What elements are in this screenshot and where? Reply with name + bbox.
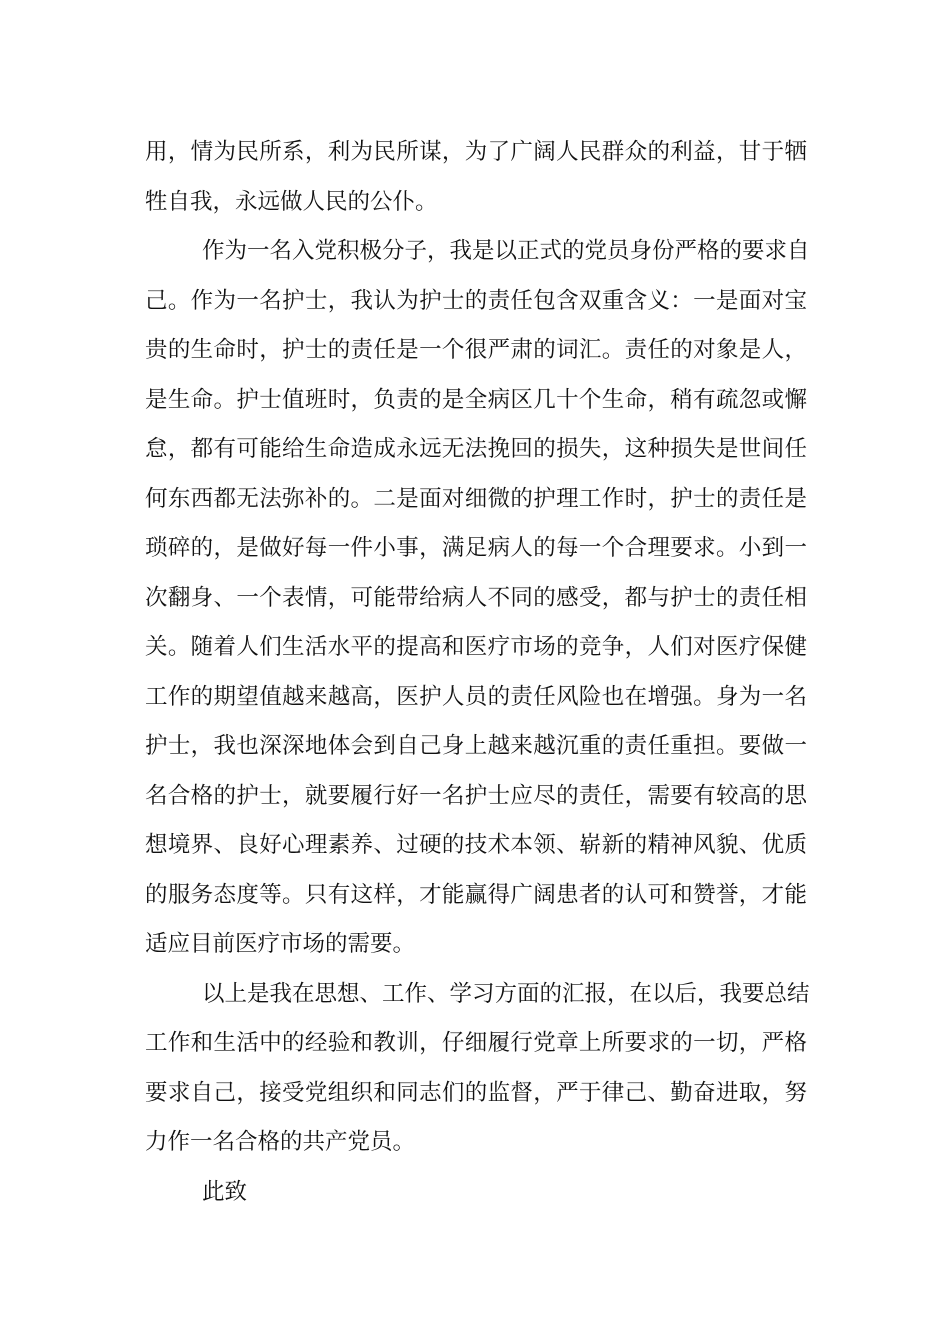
text-line: 次翻身、一个表情，可能带给病人不同的感受，都与护士的责任相 bbox=[145, 584, 807, 611]
text-line: 是生命。护士值班时，负责的是全病区几十个生命，稍有疏忽或懈 bbox=[145, 386, 807, 413]
text-line: 关。随着人们生活水平的提高和医疗市场的竞争，人们对医疗保健 bbox=[145, 634, 807, 660]
text-line: 作为一名入党积极分子，我是以正式的党员身份严格的要求自 bbox=[202, 238, 810, 264]
text-line: 己。作为一名护士，我认为护士的责任包含双重含义：一是面对宝 bbox=[145, 287, 807, 314]
text-line: 贵的生命时，护士的责任是一个很严肃的词汇。责任的对象是人， bbox=[145, 337, 807, 363]
text-line: 牲自我，永远做人民的公仆。 bbox=[145, 188, 438, 215]
text-line: 适应目前医疗市场的需要。 bbox=[145, 931, 416, 957]
text-line: 怠，都有可能给生命造成永远无法挽回的损失，这种损失是世间任 bbox=[145, 436, 807, 462]
text-line: 的服务态度等。只有这样，才能赢得广阔患者的认可和赞誉，才能 bbox=[145, 881, 807, 908]
text-line: 力作一名合格的共产党员。 bbox=[145, 1129, 416, 1155]
text-line: 护士，我也深深地体会到自己身上越来越沉重的责任重担。要做一 bbox=[145, 733, 807, 759]
document-body bbox=[145, 128, 810, 1217]
text-line: 何东西都无法弥补的。二是面对细微的护理工作时，护士的责任是 bbox=[145, 485, 807, 512]
text-line: 名合格的护士，就要履行好一名护士应尽的责任，需要有较高的思 bbox=[145, 782, 807, 809]
text-line: 以上是我在思想、工作、学习方面的汇报，在以后，我要总结 bbox=[202, 980, 810, 1007]
closing-salutation: 此致 bbox=[202, 1178, 248, 1205]
text-line: 想境界、良好心理素养、过硬的技术本领、崭新的精神风貌、优质 bbox=[145, 832, 807, 858]
text-line: 用，情为民所系，利为民所谋，为了广阔人民群众的利益，甘于牺 bbox=[145, 139, 807, 165]
text-line: 工作和生活中的经验和教训，仔细履行党章上所要求的一切，严格 bbox=[145, 1030, 807, 1056]
text-line: 要求自己，接受党组织和同志们的监督，严于律己、勤奋进取，努 bbox=[145, 1079, 807, 1106]
text-line: 工作的期望值越来越高，医护人员的责任风险也在增强。身为一名 bbox=[145, 683, 807, 710]
text-line: 琐碎的，是做好每一件小事，满足病人的每一个合理要求。小到一 bbox=[145, 535, 807, 561]
